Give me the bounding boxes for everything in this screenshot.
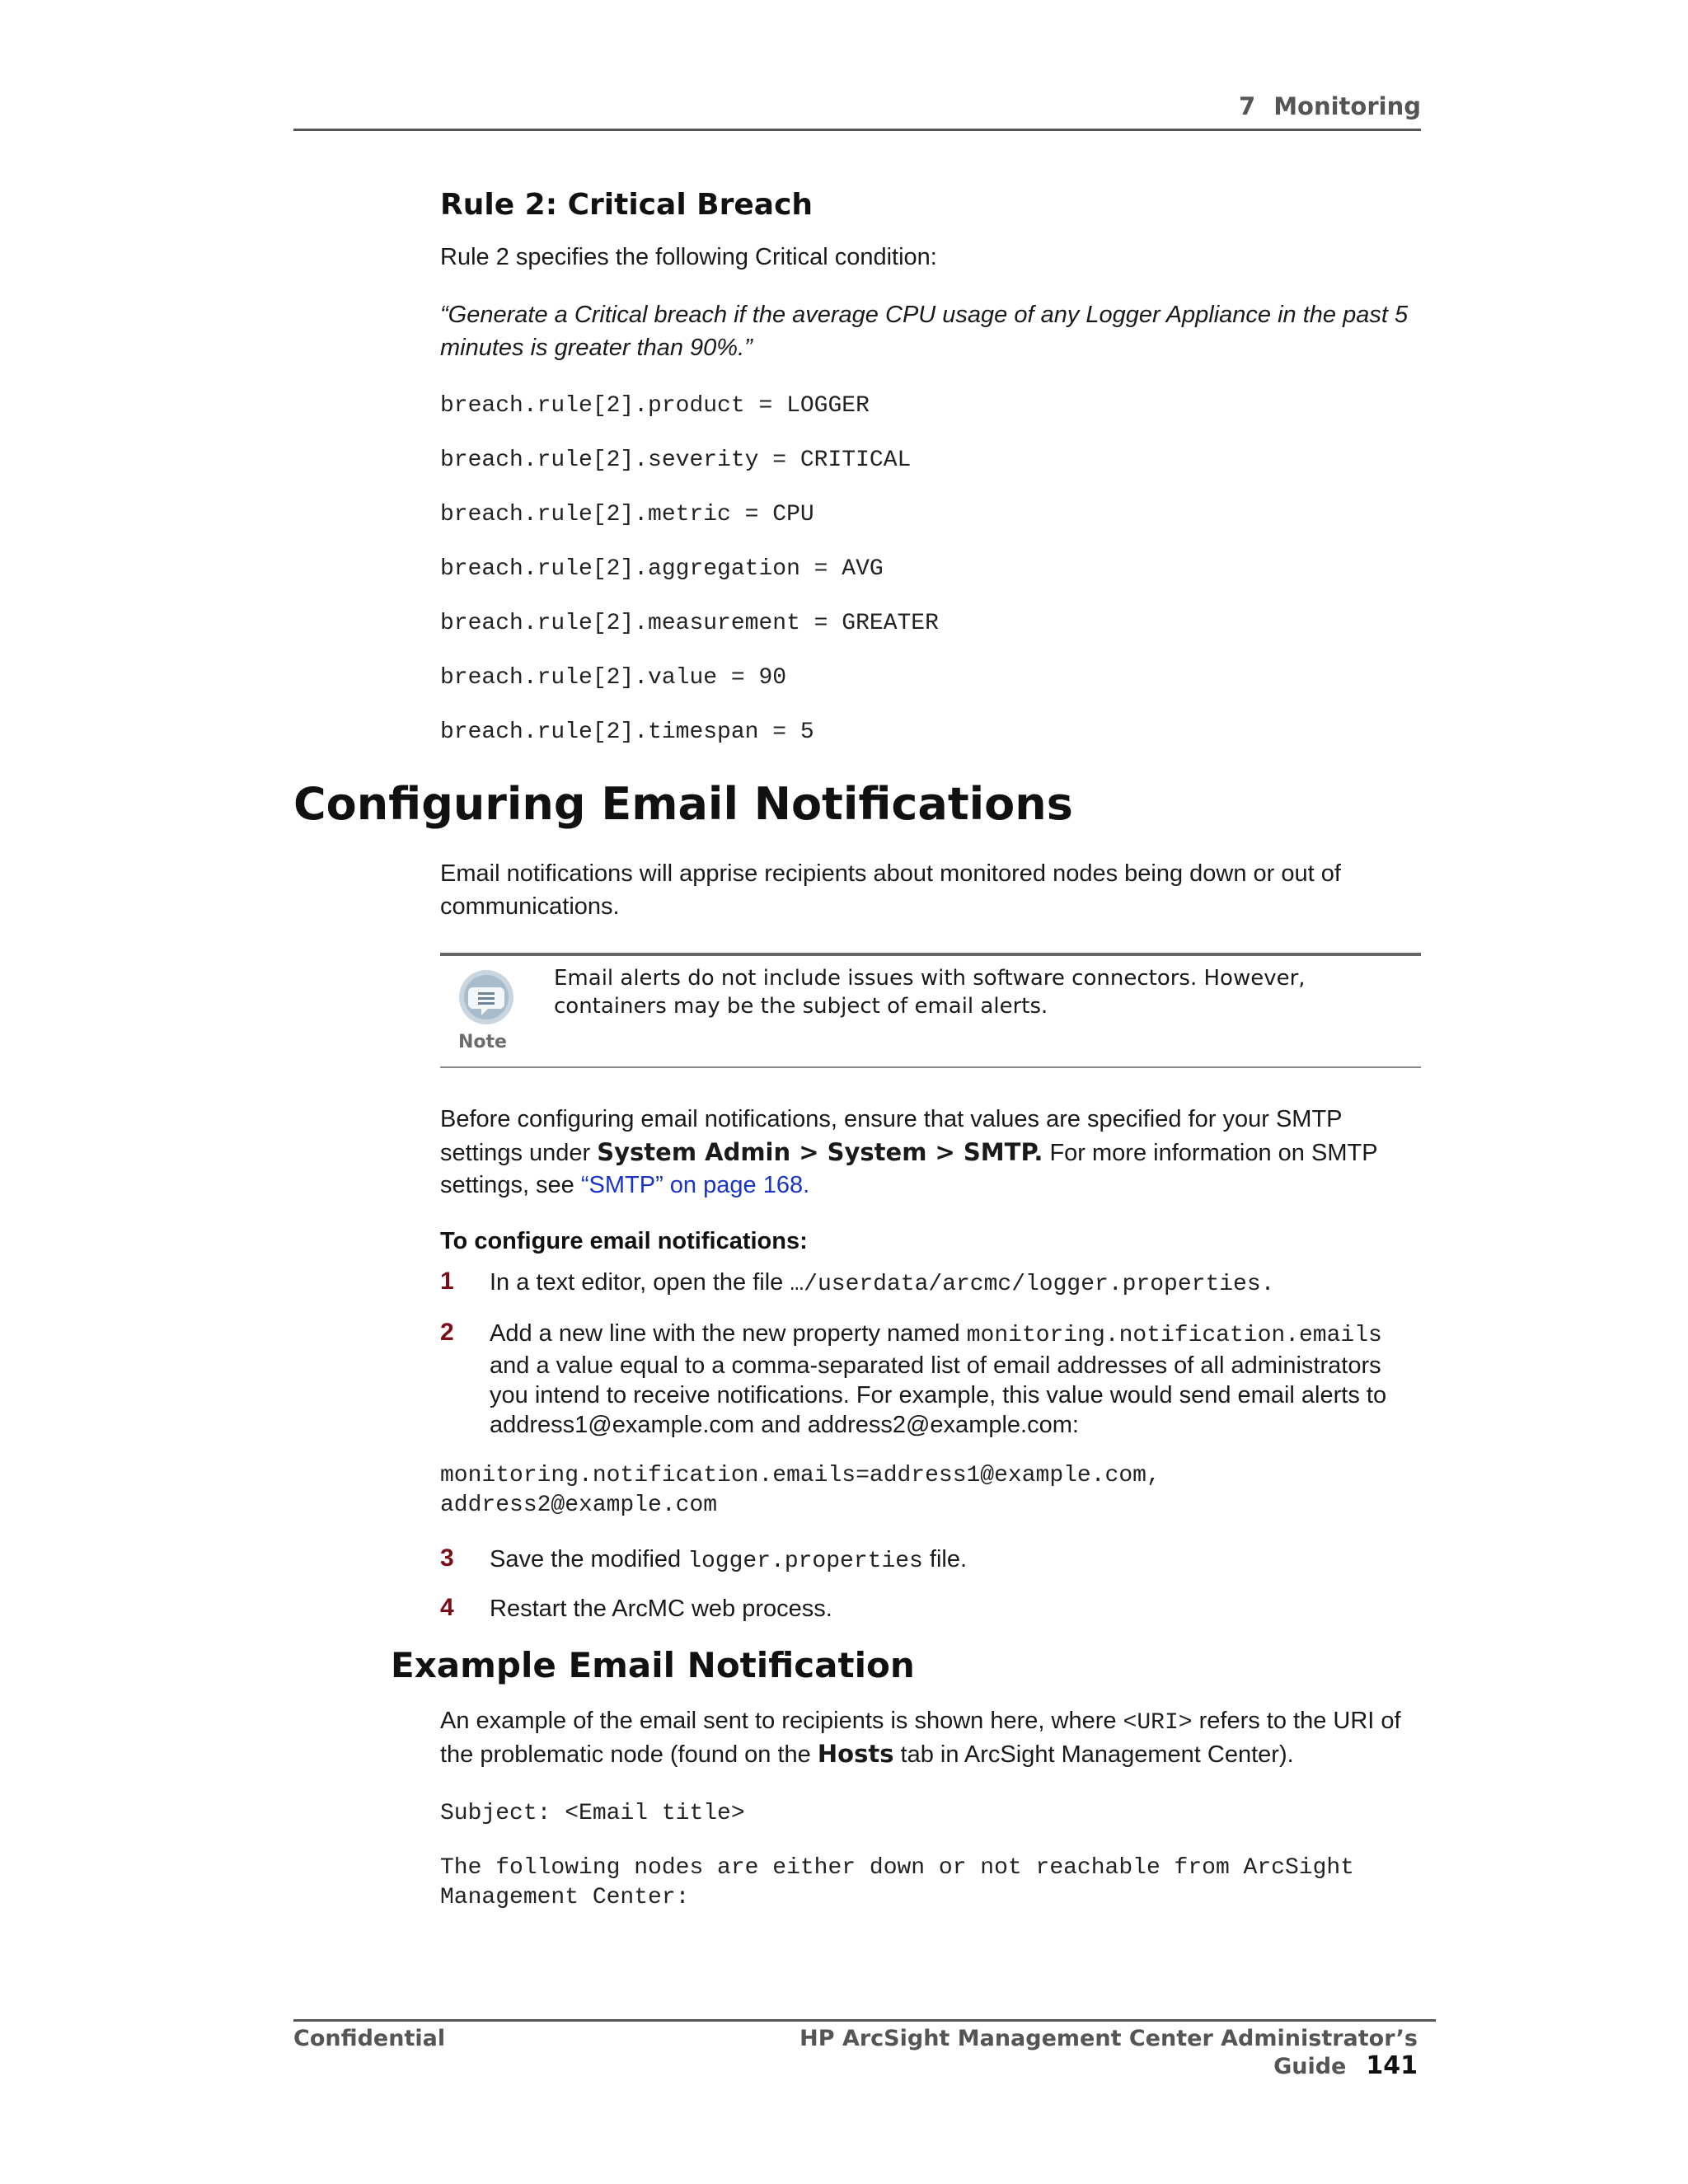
step-2-line1 bbox=[490, 1319, 1421, 1351]
smtp-line1: Before configuring email notifications, ensure that values are specified for your SMTP bbox=[440, 1106, 1343, 1132]
smtp-menu-path: System Admin > System > SMTP. bbox=[597, 1138, 1043, 1166]
example-heading: Example Email Notification bbox=[391, 1645, 915, 1685]
step-2-line2: and a value equal to a comma-separated list of email addresses of all administrators bbox=[490, 1352, 1381, 1379]
code-line: breach.rule[2].severity = CRITICAL bbox=[440, 448, 912, 473]
step-1-prefix: In a text editor, open the file bbox=[490, 1269, 790, 1296]
section-intro-line1: Email notifications will apprise recipients about monitored nodes being down or out of bbox=[440, 860, 1341, 887]
smtp-page-link[interactable]: “SMTP” on page 168 bbox=[580, 1172, 804, 1198]
code-line: breach.rule[2].product = LOGGER bbox=[440, 393, 870, 419]
step-3-suffix: file. bbox=[922, 1546, 968, 1572]
example-line2-suffix: tab in ArcSight Management Center). bbox=[893, 1741, 1294, 1768]
step-2-property: monitoring.notification.emails bbox=[966, 1323, 1382, 1348]
section-heading: Configuring Email Notifications bbox=[293, 778, 1073, 830]
step-3-file: logger.properties bbox=[687, 1549, 923, 1574]
note-label: Note bbox=[458, 1032, 507, 1052]
smtp-line3-prefix: settings, see bbox=[440, 1172, 581, 1198]
smtp-line2-prefix: settings under bbox=[440, 1140, 598, 1166]
smtp-line3 bbox=[440, 1169, 1421, 1202]
step-1-text bbox=[490, 1268, 1421, 1300]
example-line1-prefix: An example of the email sent to recipients is shown here, where bbox=[440, 1708, 1123, 1734]
footer-guide bbox=[742, 2026, 1418, 2080]
code-line: breach.rule[2].aggregation = AVG bbox=[440, 556, 884, 582]
rule2-quote-line2: minutes is greater than 90%.” bbox=[440, 335, 753, 361]
rule2-quote-line1: “Generate a Critical breach if the average CPU usage of any Logger Appliance in the past 5 bbox=[440, 302, 1409, 328]
example-line2-prefix: the problematic node (found on the bbox=[440, 1741, 818, 1768]
note-top-rule bbox=[440, 953, 1421, 956]
note-text bbox=[554, 964, 1419, 1020]
chapter-title: Monitoring bbox=[1273, 92, 1421, 120]
example-line1-suffix: refers to the URI of bbox=[1192, 1708, 1401, 1734]
example-line1 bbox=[440, 1704, 1421, 1740]
step-number: 2 bbox=[440, 1319, 454, 1346]
code-line: breach.rule[2].value = 90 bbox=[440, 665, 787, 691]
note-speech-bubble-icon bbox=[455, 969, 518, 1032]
email-body-code-line1: The following nodes are either down or not reachable from ArcSight bbox=[440, 1855, 1354, 1881]
header-rule bbox=[293, 129, 1421, 131]
footer-confidential: Confidential bbox=[293, 2026, 446, 2051]
code-line: breach.rule[2].metric = CPU bbox=[440, 502, 814, 527]
step-1-file-path: …/userdata/arcmc/logger.properties. bbox=[790, 1272, 1275, 1297]
step-3-text bbox=[490, 1544, 1421, 1577]
running-header bbox=[989, 92, 1421, 120]
step-number: 1 bbox=[440, 1268, 454, 1295]
code-line: breach.rule[2].measurement = GREATER bbox=[440, 611, 939, 636]
step-2-prefix: Add a new line with the new property named bbox=[490, 1320, 967, 1347]
step-number: 4 bbox=[440, 1594, 454, 1621]
page-number: 141 bbox=[1366, 2051, 1418, 2080]
rule2-intro: Rule 2 specifies the following Critical condition: bbox=[440, 244, 937, 270]
smtp-line2 bbox=[440, 1136, 1421, 1169]
note-text-line1: Email alerts do not include issues with software connectors. However, bbox=[554, 966, 1306, 991]
section-intro-line2: communications. bbox=[440, 893, 620, 920]
procedure-heading: To configure email notifications: bbox=[440, 1228, 808, 1254]
example-line2 bbox=[440, 1737, 1421, 1771]
emails-code-line1: monitoring.notification.emails=address1@example.com, bbox=[440, 1463, 1160, 1488]
code-line: breach.rule[2].timespan = 5 bbox=[440, 719, 814, 745]
footer-rule bbox=[293, 2019, 1436, 2022]
emails-code-line2: address2@example.com bbox=[440, 1493, 718, 1518]
step-2-text bbox=[490, 1319, 1421, 1440]
note-text-line2: containers may be the subject of email alerts. bbox=[554, 994, 1048, 1019]
smtp-line2-suffix: For more information on SMTP bbox=[1043, 1140, 1378, 1166]
email-subject-code: Subject: <Email title> bbox=[440, 1801, 745, 1826]
step-3-prefix: Save the modified bbox=[490, 1546, 688, 1572]
smtp-line3-suffix: . bbox=[803, 1172, 810, 1198]
rule2-heading: Rule 2: Critical Breach bbox=[440, 188, 814, 222]
chapter-number: 7 bbox=[1239, 92, 1256, 120]
uri-code: <URI> bbox=[1123, 1710, 1193, 1736]
step-2-line3: you intend to receive notifications. For example, this value would send email alerts to bbox=[490, 1382, 1387, 1408]
email-body-code-line2: Management Center: bbox=[440, 1885, 690, 1910]
step-number: 3 bbox=[440, 1544, 454, 1572]
step-4-text: Restart the ArcMC web process. bbox=[490, 1596, 832, 1622]
step-2-line4: address1@example.com and address2@example.com: bbox=[490, 1412, 1079, 1438]
footer-guide-title: HP ArcSight Management Center Administrator’s Guide bbox=[799, 2026, 1418, 2079]
note-bottom-rule bbox=[440, 1066, 1421, 1068]
hosts-tab-name: Hosts bbox=[817, 1740, 894, 1768]
